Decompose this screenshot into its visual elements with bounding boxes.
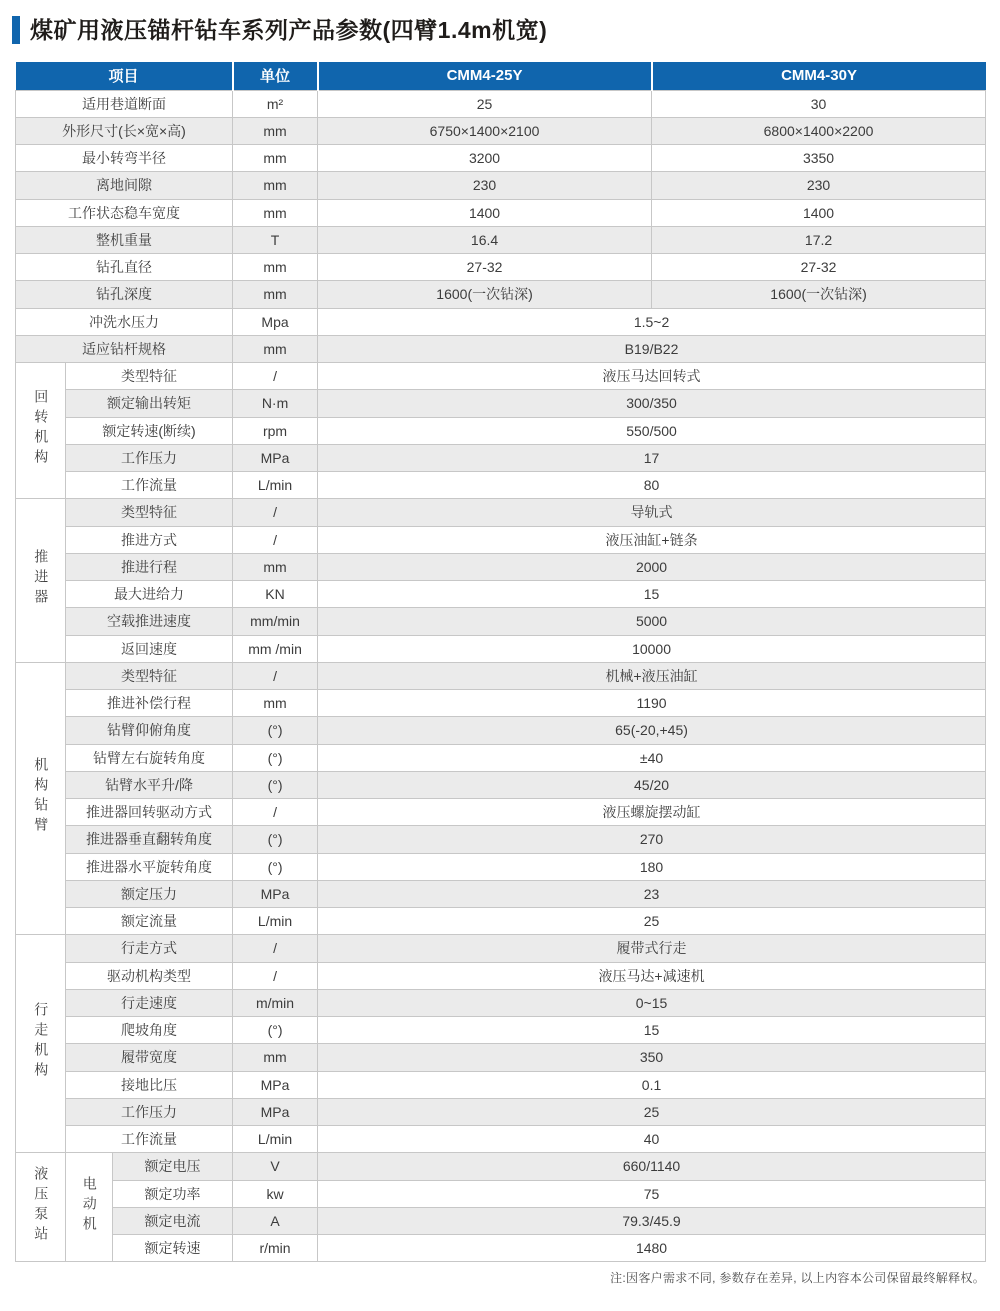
group-label-cell [16, 1153, 66, 1262]
value-cell: 25 [318, 908, 986, 935]
value-cell-25y: 16.4 [318, 226, 652, 253]
value-cell-30y: 6800×1400×2200 [652, 117, 986, 144]
spec-table [15, 62, 986, 1262]
value-cell: 550/500 [318, 417, 986, 444]
value-cell-25y: 6750×1400×2100 [318, 117, 652, 144]
unit-cell: L/min [233, 908, 318, 935]
param-name-cell: 额定功率 [113, 1180, 233, 1207]
param-name-cell: 推进行程 [66, 553, 233, 580]
table-header-row [16, 62, 986, 90]
unit-cell: MPa [233, 1071, 318, 1098]
unit-cell: mm [233, 145, 318, 172]
table-row [16, 962, 986, 989]
col-header-unit: 单位 [233, 62, 318, 90]
value-cell: 履带式行走 [318, 935, 986, 962]
table-row [16, 254, 986, 281]
unit-cell: MPa [233, 1098, 318, 1125]
value-cell: 1190 [318, 690, 986, 717]
group-label: 液压泵站 [33, 1165, 50, 1246]
table-row [16, 145, 986, 172]
param-name-cell: 钻臂左右旋转角度 [66, 744, 233, 771]
title-accent-bar [12, 16, 20, 44]
value-cell-25y: 25 [318, 90, 652, 117]
unit-cell: / [233, 962, 318, 989]
value-cell: 液压马达+减速机 [318, 962, 986, 989]
value-cell-30y: 1400 [652, 199, 986, 226]
value-cell: ±40 [318, 744, 986, 771]
subgroup-label-cell [66, 1153, 113, 1262]
subgroup-label: 电动机 [81, 1175, 98, 1236]
group-label-cell [16, 363, 66, 499]
param-name-cell: 钻孔直径 [16, 254, 233, 281]
page-title: 煤矿用液压锚杆钻车系列产品参数(四臂1.4m机宽) [30, 16, 548, 43]
page-header [12, 16, 547, 44]
unit-cell: Mpa [233, 308, 318, 335]
table-row [16, 90, 986, 117]
param-name-cell: 最小转弯半径 [16, 145, 233, 172]
param-name-cell: 推进器水平旋转角度 [66, 853, 233, 880]
table-row [16, 444, 986, 471]
table-row [16, 281, 986, 308]
param-name-cell: 钻臂仰俯角度 [66, 717, 233, 744]
unit-cell: (°) [233, 1017, 318, 1044]
value-cell: 1480 [318, 1235, 986, 1262]
table-row [16, 744, 986, 771]
value-cell: 导轨式 [318, 499, 986, 526]
param-name-cell: 最大进给力 [66, 581, 233, 608]
unit-cell: mm [233, 281, 318, 308]
table-row [16, 581, 986, 608]
unit-cell: A [233, 1207, 318, 1234]
param-name-cell: 额定压力 [66, 880, 233, 907]
unit-cell: (°) [233, 744, 318, 771]
value-cell: 机械+液压油缸 [318, 662, 986, 689]
param-name-cell: 工作流量 [66, 1126, 233, 1153]
value-cell: 5000 [318, 608, 986, 635]
unit-cell: mm [233, 553, 318, 580]
param-name-cell: 额定输出转矩 [66, 390, 233, 417]
param-name-cell: 爬坡角度 [66, 1017, 233, 1044]
param-name-cell: 工作状态稳车宽度 [16, 199, 233, 226]
table-row [16, 608, 986, 635]
param-name-cell: 冲洗水压力 [16, 308, 233, 335]
table-row [16, 908, 986, 935]
param-name-cell: 推进器垂直翻转角度 [66, 826, 233, 853]
table-row [16, 717, 986, 744]
value-cell: 40 [318, 1126, 986, 1153]
param-name-cell: 钻臂水平升/降 [66, 771, 233, 798]
value-cell: 1.5~2 [318, 308, 986, 335]
table-row [16, 690, 986, 717]
value-cell: 15 [318, 581, 986, 608]
table-row [16, 1207, 986, 1234]
unit-cell: mm [233, 690, 318, 717]
value-cell: 液压油缸+链条 [318, 526, 986, 553]
value-cell: 25 [318, 1098, 986, 1125]
unit-cell: / [233, 799, 318, 826]
col-header-item: 项目 [16, 62, 233, 90]
table-row [16, 989, 986, 1016]
table-row [16, 226, 986, 253]
table-row [16, 363, 986, 390]
group-label: 推进器 [33, 549, 50, 609]
value-cell: 0.1 [318, 1071, 986, 1098]
table-row [16, 526, 986, 553]
unit-cell: kw [233, 1180, 318, 1207]
value-cell-30y: 230 [652, 172, 986, 199]
table-row [16, 335, 986, 362]
param-name-cell: 履带宽度 [66, 1044, 233, 1071]
value-cell-25y: 1400 [318, 199, 652, 226]
param-name-cell: 接地比压 [66, 1071, 233, 1098]
disclaimer-note: 注:因客户需求不同, 参数存在差异, 以上内容本公司保留最终解释权。 [610, 1271, 985, 1285]
unit-cell: L/min [233, 1126, 318, 1153]
unit-cell: MPa [233, 880, 318, 907]
unit-cell: T [233, 226, 318, 253]
table-row [16, 1044, 986, 1071]
param-name-cell: 整机重量 [16, 226, 233, 253]
value-cell-30y: 27-32 [652, 254, 986, 281]
value-cell: 660/1140 [318, 1153, 986, 1180]
unit-cell: mm [233, 254, 318, 281]
table-row [16, 499, 986, 526]
value-cell: 0~15 [318, 989, 986, 1016]
value-cell-25y: 27-32 [318, 254, 652, 281]
value-cell: 350 [318, 1044, 986, 1071]
value-cell: 液压马达回转式 [318, 363, 986, 390]
param-name-cell: 返回速度 [66, 635, 233, 662]
unit-cell: / [233, 363, 318, 390]
param-name-cell: 推进方式 [66, 526, 233, 553]
value-cell: 23 [318, 880, 986, 907]
param-name-cell: 钻孔深度 [16, 281, 233, 308]
unit-cell: (°) [233, 717, 318, 744]
table-row [16, 472, 986, 499]
unit-cell: mm [233, 199, 318, 226]
value-cell-25y: 230 [318, 172, 652, 199]
unit-cell: KN [233, 581, 318, 608]
table-row [16, 172, 986, 199]
col-header-cmm4-30y: CMM4-30Y [652, 62, 986, 90]
value-cell: 2000 [318, 553, 986, 580]
value-cell: 17 [318, 444, 986, 471]
table-row [16, 935, 986, 962]
table-row [16, 799, 986, 826]
param-name-cell: 额定电流 [113, 1207, 233, 1234]
param-name-cell: 类型特征 [66, 662, 233, 689]
value-cell-30y: 1600(一次钻深) [652, 281, 986, 308]
unit-cell: (°) [233, 771, 318, 798]
unit-cell: m² [233, 90, 318, 117]
unit-cell: mm [233, 117, 318, 144]
param-name-cell: 空载推进速度 [66, 608, 233, 635]
value-cell: 300/350 [318, 390, 986, 417]
unit-cell: mm [233, 335, 318, 362]
table-row [16, 390, 986, 417]
unit-cell: (°) [233, 853, 318, 880]
param-name-cell: 推进器回转驱动方式 [66, 799, 233, 826]
table-row [16, 308, 986, 335]
table-row [16, 117, 986, 144]
param-name-cell: 额定转速 [113, 1235, 233, 1262]
param-name-cell: 工作压力 [66, 1098, 233, 1125]
group-label: 回转机构 [33, 389, 50, 470]
value-cell-30y: 30 [652, 90, 986, 117]
unit-cell: / [233, 935, 318, 962]
unit-cell: (°) [233, 826, 318, 853]
param-name-cell: 推进补偿行程 [66, 690, 233, 717]
unit-cell: / [233, 526, 318, 553]
table-row [16, 635, 986, 662]
table-row [16, 1153, 986, 1180]
param-name-cell: 离地间隙 [16, 172, 233, 199]
unit-cell: MPa [233, 444, 318, 471]
param-name-cell: 适应钻杆规格 [16, 335, 233, 362]
value-cell-25y: 3200 [318, 145, 652, 172]
table-row [16, 199, 986, 226]
table-row [16, 771, 986, 798]
value-cell-30y: 3350 [652, 145, 986, 172]
value-cell-25y: 1600(一次钻深) [318, 281, 652, 308]
param-name-cell: 工作压力 [66, 444, 233, 471]
table-row [16, 1071, 986, 1098]
param-name-cell: 行走速度 [66, 989, 233, 1016]
value-cell: 45/20 [318, 771, 986, 798]
group-label-cell [16, 935, 66, 1153]
param-name-cell: 外形尺寸(长×宽×高) [16, 117, 233, 144]
unit-cell: N·m [233, 390, 318, 417]
unit-cell: m/min [233, 989, 318, 1016]
unit-cell: V [233, 1153, 318, 1180]
table-row [16, 826, 986, 853]
table-row [16, 1235, 986, 1262]
table-row [16, 553, 986, 580]
table-row [16, 1126, 986, 1153]
param-name-cell: 工作流量 [66, 472, 233, 499]
param-name-cell: 额定电压 [113, 1153, 233, 1180]
unit-cell: L/min [233, 472, 318, 499]
col-header-cmm4-25y: CMM4-25Y [318, 62, 652, 90]
param-name-cell: 额定转速(断续) [66, 417, 233, 444]
value-cell: 65(-20,+45) [318, 717, 986, 744]
unit-cell: rpm [233, 417, 318, 444]
value-cell: B19/B22 [318, 335, 986, 362]
value-cell-30y: 17.2 [652, 226, 986, 253]
value-cell: 10000 [318, 635, 986, 662]
unit-cell: mm /min [233, 635, 318, 662]
value-cell: 15 [318, 1017, 986, 1044]
unit-cell: mm [233, 172, 318, 199]
table-row [16, 1180, 986, 1207]
group-label-cell [16, 662, 66, 935]
table-row [16, 1017, 986, 1044]
value-cell: 75 [318, 1180, 986, 1207]
unit-cell: mm/min [233, 608, 318, 635]
param-name-cell: 行走方式 [66, 935, 233, 962]
table-row [16, 853, 986, 880]
param-name-cell: 驱动机构类型 [66, 962, 233, 989]
table-row [16, 662, 986, 689]
value-cell: 270 [318, 826, 986, 853]
table-row [16, 417, 986, 444]
param-name-cell: 适用巷道断面 [16, 90, 233, 117]
unit-cell: mm [233, 1044, 318, 1071]
group-label-cell [16, 499, 66, 663]
value-cell: 液压螺旋摆动缸 [318, 799, 986, 826]
unit-cell: / [233, 499, 318, 526]
group-label: 行走机构 [33, 1002, 50, 1083]
unit-cell: r/min [233, 1235, 318, 1262]
value-cell: 180 [318, 853, 986, 880]
group-label: 机构钻臂 [33, 757, 50, 837]
unit-cell: / [233, 662, 318, 689]
value-cell: 80 [318, 472, 986, 499]
param-name-cell: 类型特征 [66, 363, 233, 390]
table-row [16, 880, 986, 907]
table-row [16, 1098, 986, 1125]
value-cell: 79.3/45.9 [318, 1207, 986, 1234]
param-name-cell: 类型特征 [66, 499, 233, 526]
param-name-cell: 额定流量 [66, 908, 233, 935]
